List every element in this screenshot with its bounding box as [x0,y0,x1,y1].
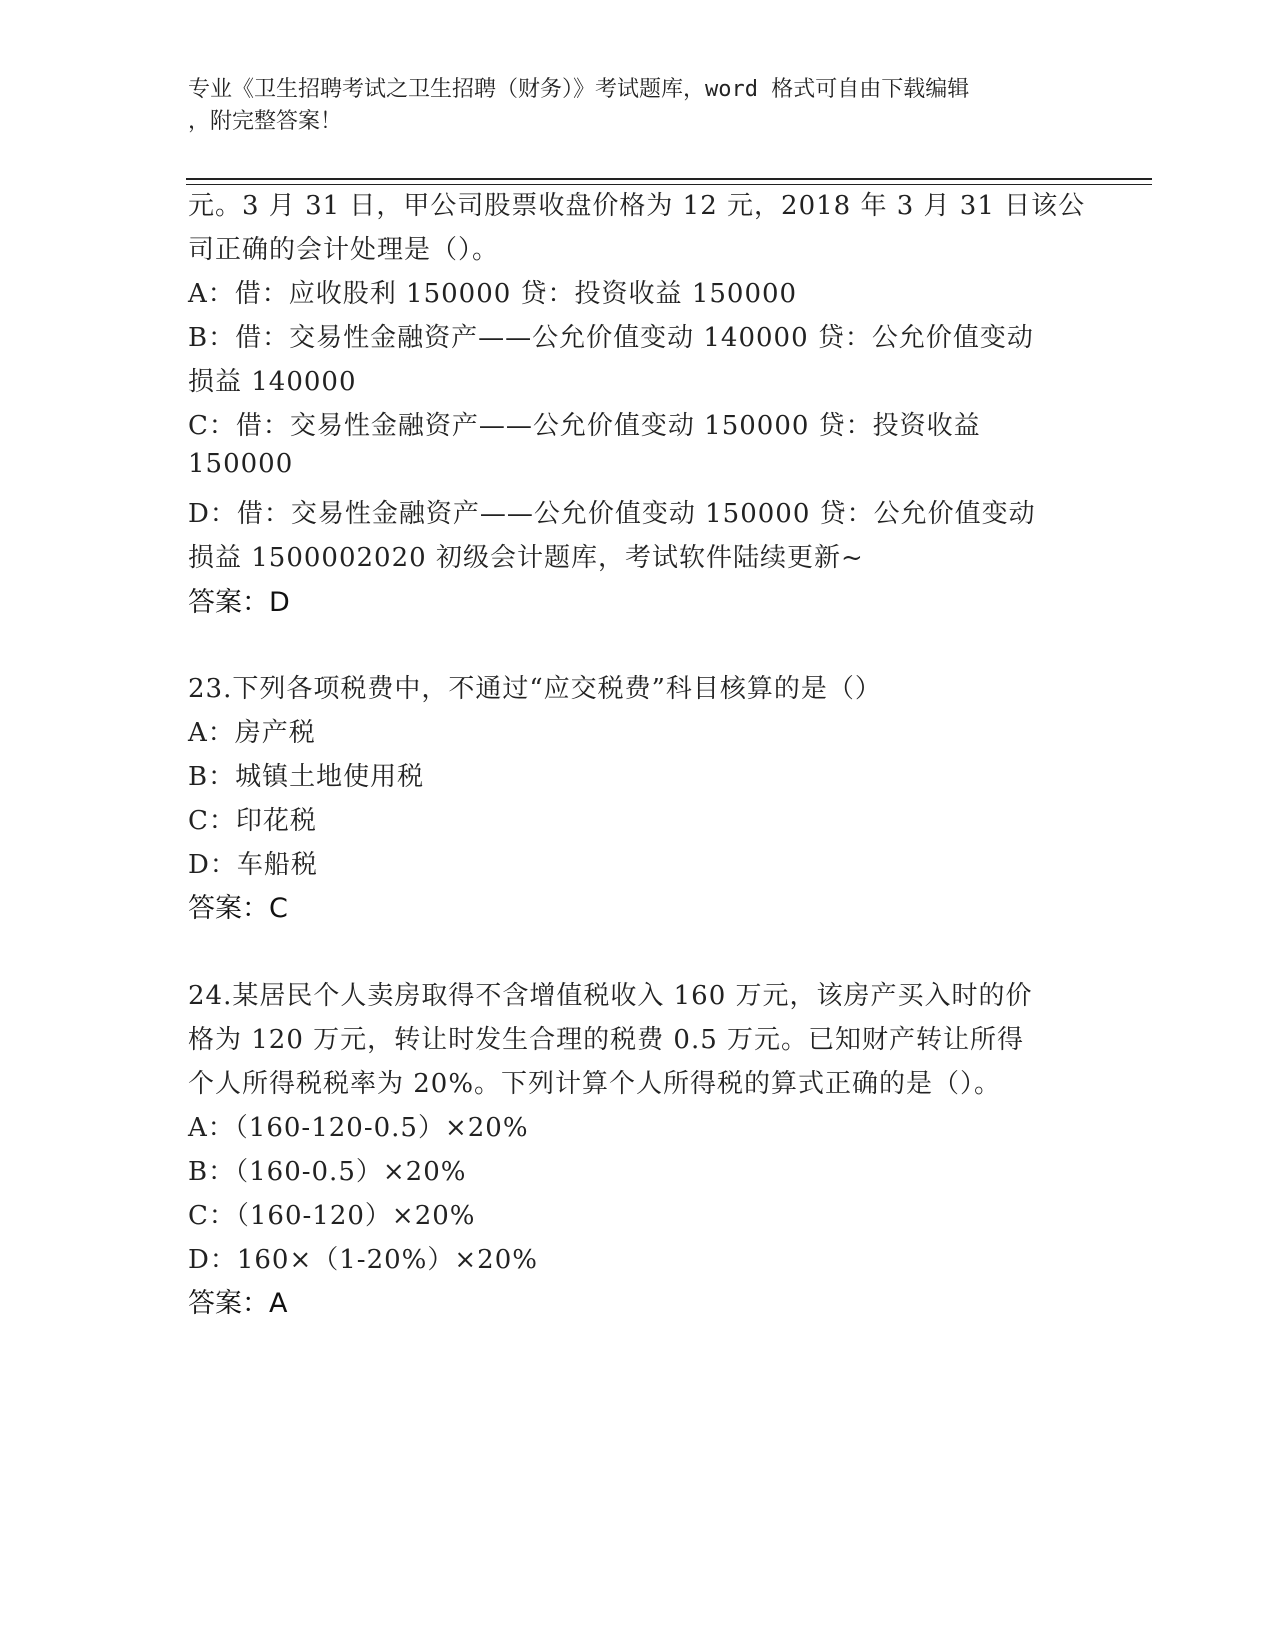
q22-option-b-cont: 损益 140000 [188,367,357,397]
q22-answer: 答案：D [188,587,290,618]
q22-option-a: A：借：应收股利 150000 贷：投资收益 150000 [188,279,798,309]
q24-answer: 答案：A [188,1288,288,1319]
q23-option-b: B：城镇土地使用税 [188,762,425,792]
q23-option-c: C：印花税 [188,806,317,836]
q22-stem-line-2: 司正确的会计处理是（）。 [188,235,500,265]
q24-stem-line-1: 24.某居民个人卖房取得不含增值税收入 160 万元，该房产买入时的价 [188,981,1033,1011]
q24-option-b: B：（160-0.5）×20% [188,1157,467,1187]
q22-option-c-cont: 150000 [188,449,294,479]
q23-option-a: A：房产税 [188,718,316,748]
q23-stem: 23.下列各项税费中，不通过“应交税费”科目核算的是（） [188,674,882,704]
q24-stem-line-2: 格为 120 万元，转让时发生合理的税费 0.5 万元。已知财产转让所得 [188,1025,1025,1055]
document-header [188,74,1068,138]
q22-stem-line-1: 元。3 月 31 日，甲公司股票收盘价格为 12 元，2018 年 3 月 31 日该公 [188,191,1086,221]
q24-option-a: A：（160-120-0.5）×20% [188,1113,529,1143]
q23-answer: 答案：C [188,893,288,924]
q23-option-d: D：车船税 [188,850,318,880]
header-line-1: 专业《卫生招聘考试之卫生招聘（财务）》考试题库，word 格式可自由下载编辑 [188,77,970,102]
q22-option-d: D：借：交易性金融资产——公允价值变动 150000 贷：公允价值变动 [188,499,1036,529]
q22-option-b: B：借：交易性金融资产——公允价值变动 140000 贷：公允价值变动 [188,323,1034,353]
q22-option-d-cont: 损益 1500002020 初级会计题库，考试软件陆续更新~ [188,543,864,573]
q22-option-c: C：借：交易性金融资产——公允价值变动 150000 贷：投资收益 [188,411,981,441]
q24-option-c: C：（160-120）×20% [188,1201,476,1231]
header-divider [186,178,1152,180]
q24-stem-line-3: 个人所得税税率为 20%。下列计算个人所得税的算式正确的是（）。 [188,1069,1002,1099]
header-line-2: ，附完整答案！ [188,109,343,134]
q24-option-d: D：160×（1-20%）×20% [188,1245,538,1275]
